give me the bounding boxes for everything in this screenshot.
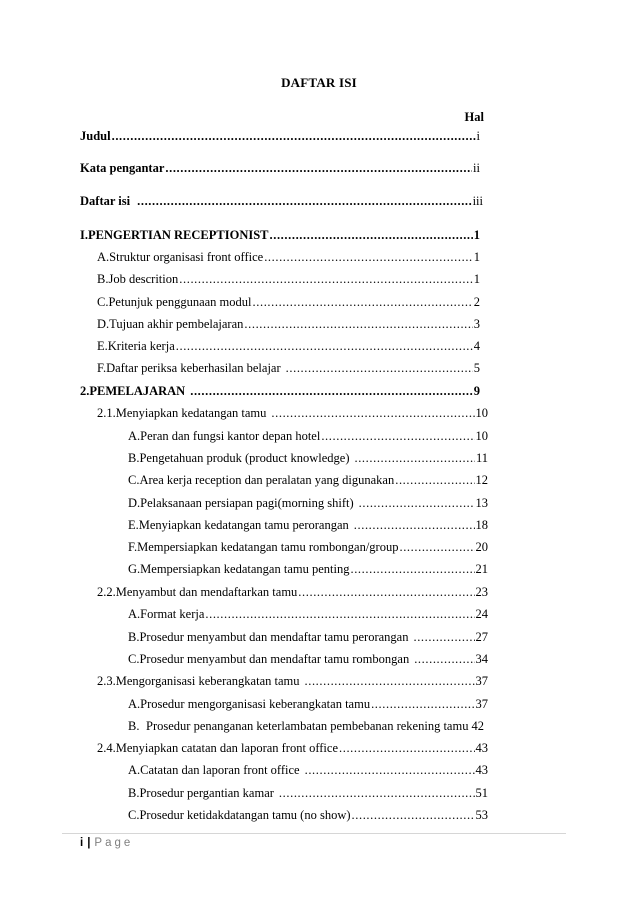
item-marker: B.: [128, 630, 140, 644]
toc-item[interactable]: [128, 718, 493, 734]
toc-item[interactable]: [97, 360, 480, 376]
toc-item-label: Tujuan akhir pembelajaran: [109, 317, 244, 331]
toc-subsection-label: Menyiapkan catatan dan laporan front office: [115, 741, 338, 755]
item-marker: C.: [128, 473, 140, 487]
toc-item-page: 34: [475, 652, 488, 666]
toc-item-label: Pengetahuan produk (product knowledge): [139, 451, 350, 465]
toc-item-page: 2: [473, 295, 480, 309]
dot-leader: [359, 495, 475, 511]
toc-item[interactable]: [97, 271, 480, 287]
toc-item-page: 53: [475, 808, 488, 822]
toc-item-page: 27: [475, 630, 488, 644]
item-marker: G.: [128, 562, 141, 576]
item-marker: A.: [128, 429, 141, 443]
toc-item[interactable]: [128, 807, 488, 823]
toc-item[interactable]: [97, 316, 480, 332]
toc-item-page: 18: [475, 518, 488, 532]
toc-subsection-page: 23: [475, 585, 488, 599]
dot-leader: [271, 405, 474, 421]
section-marker: 2.: [80, 384, 90, 398]
dot-leader: [165, 160, 472, 176]
item-marker: E.: [97, 339, 108, 353]
dot-leader: [244, 316, 472, 332]
dot-leader: [112, 128, 476, 144]
dot-leader: [321, 428, 474, 444]
toc-entry-judul[interactable]: [80, 128, 480, 144]
toc-item-page: 10: [475, 429, 488, 443]
toc-item[interactable]: [128, 539, 488, 555]
dot-leader: [395, 472, 474, 488]
toc-item-label: Daftar periksa keberhasilan belajar: [106, 361, 281, 375]
toc-item-label: Menyiapkan kedatangan tamu perorangan: [138, 518, 349, 532]
dot-leader: [264, 249, 473, 265]
dot-leader: [399, 539, 474, 555]
toc-entry-label: Judul: [80, 129, 111, 143]
toc-entry-label: Kata pengantar: [80, 161, 165, 175]
toc-section-2[interactable]: [80, 383, 480, 399]
toc-subsection-2-1[interactable]: [97, 405, 488, 421]
footer-page-number: i: [80, 837, 84, 849]
toc-section-label: PENGERTIAN RECEPTIONIST: [88, 228, 269, 242]
toc-item-page: 20: [475, 540, 488, 554]
subsection-marker: 2.1.: [97, 406, 116, 420]
toc-subsection-2-3[interactable]: [97, 673, 488, 689]
toc-subsection-label: Mengorganisasi keberangkatan tamu: [115, 674, 300, 688]
toc-item[interactable]: [128, 472, 488, 488]
toc-item-page: 3: [473, 317, 480, 331]
toc-item-label: Pelaksanaan persiapan pagi(morning shift): [140, 496, 354, 510]
toc-item-page: 1: [473, 272, 480, 286]
item-marker: A.: [97, 250, 110, 264]
toc-subsection-label: Menyiapkan kedatangan tamu: [115, 406, 267, 420]
toc-item-page: 11: [475, 451, 488, 465]
toc-item-label: Prosedur pergantian kamar: [139, 786, 274, 800]
item-marker: A.: [128, 607, 141, 621]
footer-divider: [62, 833, 566, 834]
toc-subsection-2-4[interactable]: [97, 740, 488, 756]
item-marker: C.: [128, 808, 140, 822]
footer-separator: |: [87, 837, 91, 849]
toc-item-label: Struktur organisasi front office: [109, 250, 264, 264]
toc-item-label: Prosedur penanganan keterlambatan pembebanan rekening tamu: [146, 719, 469, 733]
toc-subsection-label: Menyambut dan mendaftarkan tamu: [115, 585, 298, 599]
toc-item-label: Prosedur menyambut dan mendaftar tamu rombongan: [139, 652, 410, 666]
toc-entry-label: Daftar isi: [80, 194, 131, 208]
toc-item-label: Mempersiapkan kedatangan tamu rombongan/group: [137, 540, 399, 554]
toc-item[interactable]: [97, 338, 480, 354]
footer-page-label: Page: [94, 837, 134, 849]
toc-item-label: Prosedur mengorganisasi keberangkatan tamu: [140, 697, 371, 711]
toc-item[interactable]: [97, 249, 480, 265]
dot-leader: [190, 383, 473, 399]
toc-item[interactable]: [128, 629, 488, 645]
toc-item-page: 51: [475, 786, 488, 800]
toc-item-page: 21: [475, 562, 488, 576]
item-marker: E.: [128, 518, 139, 532]
section-marker: I.: [80, 228, 88, 242]
dot-leader: [176, 338, 473, 354]
dot-leader: [354, 450, 474, 466]
dot-leader: [298, 584, 474, 600]
dot-leader: [253, 294, 473, 310]
toc-item[interactable]: [128, 651, 488, 667]
item-marker: B.: [128, 451, 140, 465]
toc-item-page: 13: [475, 496, 488, 510]
toc-item-page: 12: [475, 473, 488, 487]
toc-item-page: 42: [471, 719, 484, 733]
toc-item[interactable]: [128, 561, 488, 577]
toc-item-label: Kriteria kerja: [107, 339, 175, 353]
dot-leader: [270, 227, 473, 243]
toc-item-label: Job descrition: [108, 272, 179, 286]
item-marker: B.: [97, 272, 109, 286]
toc-subsection-page: 37: [475, 674, 488, 688]
toc-item-label: Area kerja reception dan peralatan yang digunakan: [139, 473, 395, 487]
item-marker: C.: [97, 295, 109, 309]
subsection-marker: 2.4.: [97, 741, 116, 755]
toc-item-page: 43: [475, 763, 488, 777]
dot-leader: [339, 740, 475, 756]
toc-subsection-2-2[interactable]: [97, 584, 488, 600]
toc-item[interactable]: [128, 495, 488, 511]
dot-leader: [414, 651, 474, 667]
toc-item-page: 37: [475, 697, 488, 711]
toc-item-page: 24: [475, 607, 488, 621]
toc-subsection-page: 43: [475, 741, 488, 755]
subsection-marker: 2.2.: [97, 585, 116, 599]
toc-item-label: Mempersiapkan kedatangan tamu penting: [140, 562, 350, 576]
subsection-marker: 2.3.: [97, 674, 116, 688]
dot-leader: [205, 606, 474, 622]
item-marker: D.: [97, 317, 110, 331]
page-title: DAFTAR ISI: [281, 75, 357, 90]
toc-section-label: PEMELAJARAN: [89, 384, 186, 398]
dot-leader: [354, 517, 475, 533]
dot-leader: [179, 271, 472, 287]
item-marker: A.: [128, 763, 141, 777]
page-footer: [80, 837, 133, 849]
dot-leader: [371, 696, 474, 712]
toc-item-page: 1: [473, 250, 480, 264]
dot-leader: [413, 629, 474, 645]
item-marker: F.: [128, 540, 138, 554]
toc-item[interactable]: [128, 517, 488, 533]
toc-item-label: Prosedur ketidakdatangan tamu (no show): [139, 808, 351, 822]
toc-entry-kata-pengantar[interactable]: [80, 160, 480, 176]
dot-leader: [286, 360, 473, 376]
toc-item[interactable]: [97, 294, 480, 310]
toc-entry-page: ii: [473, 161, 480, 175]
dot-leader: [305, 762, 475, 778]
toc-item-label: Peran dan fungsi kantor depan hotel: [140, 429, 321, 443]
toc-item-page: 5: [473, 361, 480, 375]
toc-entry-page: iii: [472, 194, 483, 208]
dot-leader: [352, 807, 475, 823]
dot-leader: [305, 673, 475, 689]
toc-item[interactable]: [128, 428, 488, 444]
toc-item-page: 4: [473, 339, 480, 353]
item-marker: A.: [128, 697, 141, 711]
item-marker: D.: [128, 496, 141, 510]
toc-item[interactable]: [128, 450, 488, 466]
dot-leader: [137, 193, 471, 209]
toc-item[interactable]: [128, 606, 488, 622]
toc-section-1[interactable]: [80, 227, 480, 243]
toc-item[interactable]: [128, 785, 488, 801]
item-marker: F.: [97, 361, 107, 375]
item-marker: B.: [128, 786, 140, 800]
dot-leader: [350, 561, 474, 577]
toc-item-label: Prosedur menyambut dan mendaftar tamu perorangan: [139, 630, 409, 644]
toc-item[interactable]: [128, 762, 488, 778]
toc-item-label: Format kerja: [140, 607, 205, 621]
toc-section-page: 9: [473, 384, 480, 398]
toc-item-label: Catatan dan laporan front office: [140, 763, 300, 777]
toc-entry-daftar-isi[interactable]: [80, 193, 483, 209]
toc-section-page: 1: [473, 228, 480, 242]
toc-item-label: Petunjuk penggunaan modul: [108, 295, 252, 309]
item-marker: B.: [128, 719, 140, 733]
page-column-header: Hal: [464, 110, 484, 124]
toc-entry-page: i: [476, 129, 480, 143]
item-marker: C.: [128, 652, 140, 666]
toc-item[interactable]: [128, 696, 488, 712]
dot-leader: [279, 785, 475, 801]
toc-subsection-page: 10: [475, 406, 488, 420]
